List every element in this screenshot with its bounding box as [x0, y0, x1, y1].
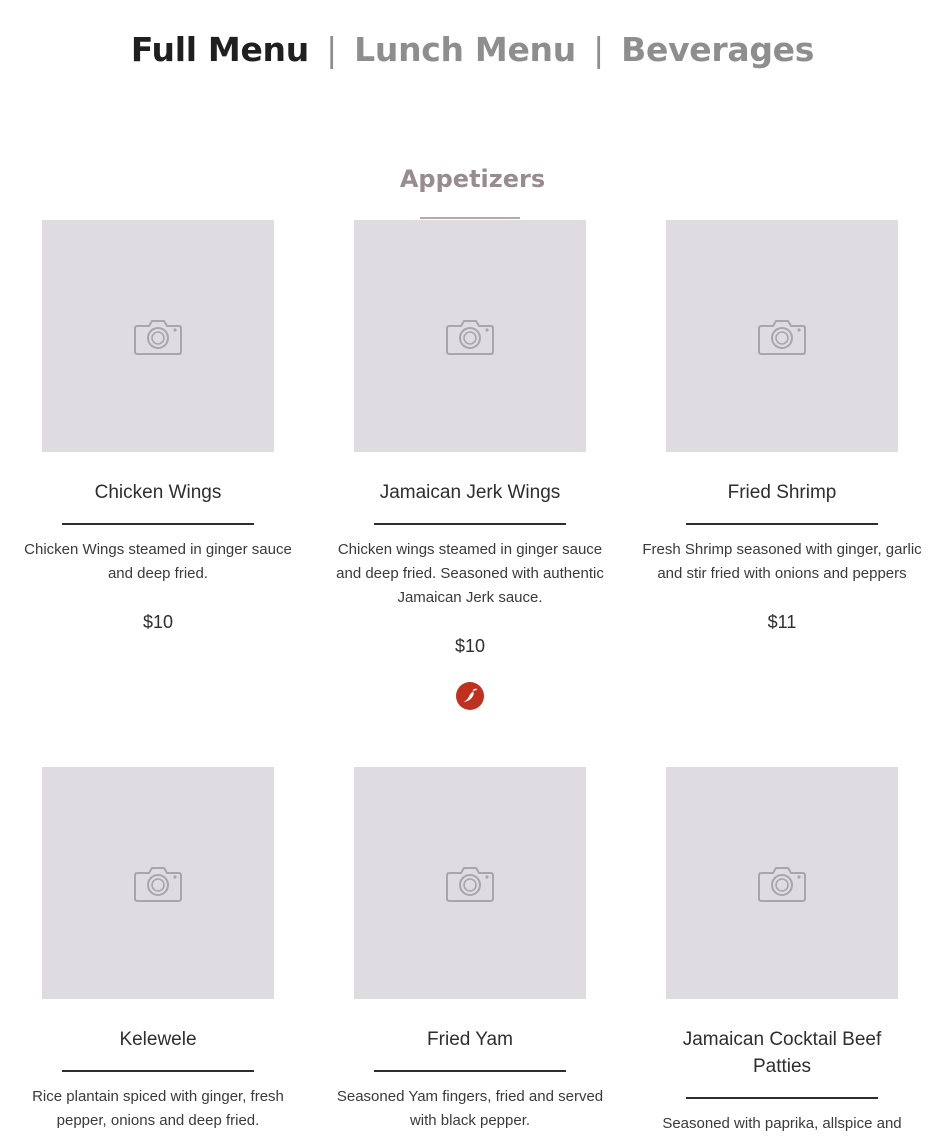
camera-icon: [757, 863, 807, 903]
item-price: $11: [767, 612, 797, 632]
spicy-badge: [456, 682, 484, 710]
menu-item-jamaican-jerk-wings: [325, 220, 615, 710]
item-divider: [686, 523, 878, 525]
item-description: Seasoned Yam fingers, fried and served with black pepper.: [336, 1088, 604, 1129]
item-price: $10: [142, 612, 174, 632]
camera-icon: [133, 316, 183, 356]
item-description: Seasoned with paprika, allspice and: [662, 1115, 902, 1132]
menu-item-chicken-wings: [13, 220, 303, 633]
item-name: Jamaican Cocktail Beef Patties: [682, 1029, 882, 1077]
item-photo-placeholder: [42, 220, 274, 452]
camera-icon: [133, 863, 183, 903]
chili-pepper-icon: [461, 687, 479, 705]
camera-icon: [445, 863, 495, 903]
item-description: Chicken wings steamed in ginger sauce and deep fried. Seasoned with authentic Jamaican Jerk sauce.: [336, 541, 604, 606]
item-divider: [686, 1097, 878, 1099]
camera-icon: [445, 316, 495, 356]
item-name: Kelewele: [119, 1029, 197, 1050]
camera-icon: [757, 316, 807, 356]
section-title: Appetizers: [399, 165, 546, 193]
nav-separator: |: [326, 30, 337, 69]
item-name: Chicken Wings: [94, 482, 222, 503]
item-divider: [62, 1070, 254, 1072]
menu-item-fried-yam: [325, 767, 615, 1133]
menu-item-jamaican-cocktail-beef-patties: [637, 767, 927, 1136]
item-name: Fried Yam: [427, 1029, 513, 1050]
item-photo-placeholder: [666, 767, 898, 999]
item-name: Jamaican Jerk Wings: [379, 482, 561, 503]
item-description: Rice plantain spiced with ginger, fresh pepper, onions and deep fried.: [32, 1088, 284, 1129]
tab-lunch-menu[interactable]: Lunch Menu: [354, 30, 576, 69]
item-price: $10: [454, 636, 486, 656]
menu-category-nav: [0, 30, 945, 69]
item-photo-placeholder: [42, 767, 274, 999]
item-photo-placeholder: [354, 767, 586, 999]
tab-beverages[interactable]: Beverages: [621, 30, 815, 69]
tab-full-menu[interactable]: Full Menu: [130, 30, 309, 69]
section-title-underline: [420, 217, 520, 219]
nav-separator: |: [593, 30, 604, 69]
item-divider: [374, 523, 566, 525]
menu-item-kelewele: [13, 767, 303, 1133]
item-description: Chicken Wings steamed in ginger sauce and deep fried.: [24, 541, 292, 582]
menu-item-fried-shrimp: [637, 220, 927, 633]
item-photo-placeholder: [666, 220, 898, 452]
item-name: Fried Shrimp: [727, 482, 837, 503]
item-photo-placeholder: [354, 220, 586, 452]
item-description: Fresh Shrimp seasoned with ginger, garlic and stir fried with onions and peppers: [642, 541, 922, 582]
item-divider: [62, 523, 254, 525]
item-divider: [374, 1070, 566, 1072]
